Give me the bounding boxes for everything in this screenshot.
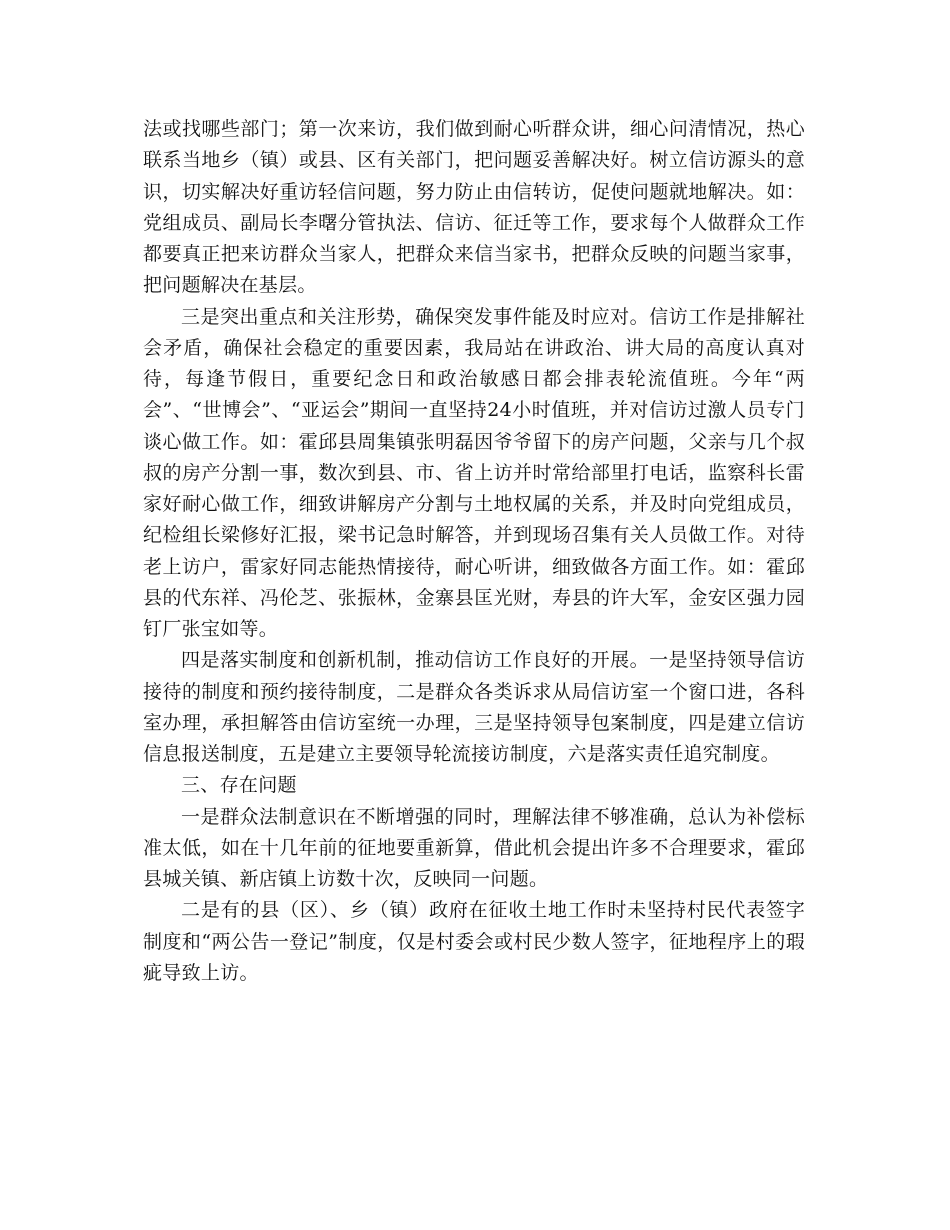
paragraph-emergency-response: 三是突出重点和关注形势，确保突发事件能及时应对。信访工作是排解社会矛盾，确保社会稳定的重要因素，我局站在讲政治、讲大局的高度认真对待，每逢节假日，重要纪念日和政治敏感日都会排表轮流值班。今年“两会”、“世博会”、“亚运会”期间一直坚持24小时值班，并对信访过激人员专门谈心做工作。如：霍邱县周集镇张明磊因爷爷留下的房产问题，父亲与几个叔叔的房产分割一事，数次到县、市、省上访并时常给部里打电话，监察科长雷家好耐心做工作，细致讲解房产分割与土地权属的关系，并及时向党组成员，纪检组长梁修好汇报，梁书记急时解答，并到现场召集有关人员做工作。对待老上访户，雷家好同志能热情接待，耐心听讲，细致做各方面工作。如：霍邱县的代东祥、冯伦芝、张振林，金寨县匡光财，寿县的许大军，金安区强力园钉厂张宝如等。	[143, 305, 805, 640]
paragraph-continuation: 法或找哪些部门；第一次来访，我们做到耐心听群众讲，细心问清情况，热心联系当地乡（镇）或县、区有关部门，把问题妥善解决好。树立信访源头的意识，切实解决好重访轻信问题，努力防止由信转访，促使问题就地解决。如：党组成员、副局长李曙分管执法、信访、征迁等工作，要求每个人做群众工作都要真正把来访群众当家人，把群众来信当家书，把群众反映的问题当家事，把问题解决在基层。	[143, 118, 805, 297]
paragraph-problem-two: 二是有的县（区）、乡（镇）政府在征收土地工作时未坚持村民代表签字制度和“两公告一登记”制度，仅是村委会或村民少数人签字，征地程序上的瑕疵导致上访。	[143, 899, 805, 984]
document-body	[143, 114, 805, 989]
paragraph-problem-one: 一是群众法制意识在不断增强的同时，理解法律不够准确，总认为补偿标准太低，如在十几年前的征地要重新算，借此机会提出许多不合理要求，霍邱县城关镇、新店镇上访数十次，反映同一问题。	[143, 805, 805, 890]
section-heading-existing-problems: 三、存在问题	[181, 774, 297, 797]
paragraph-system-mechanism: 四是落实制度和创新机制，推动信访工作良好的开展。一是坚持领导信访接待的制度和预约接待制度，二是群众各类诉求从局信访室一个窗口进，各科室办理，承担解答由信访室统一办理，三是坚持领导包案制度，四是建立信访信息报送制度，五是建立主要领导轮流接访制度，六是落实责任追究制度。	[143, 649, 805, 765]
